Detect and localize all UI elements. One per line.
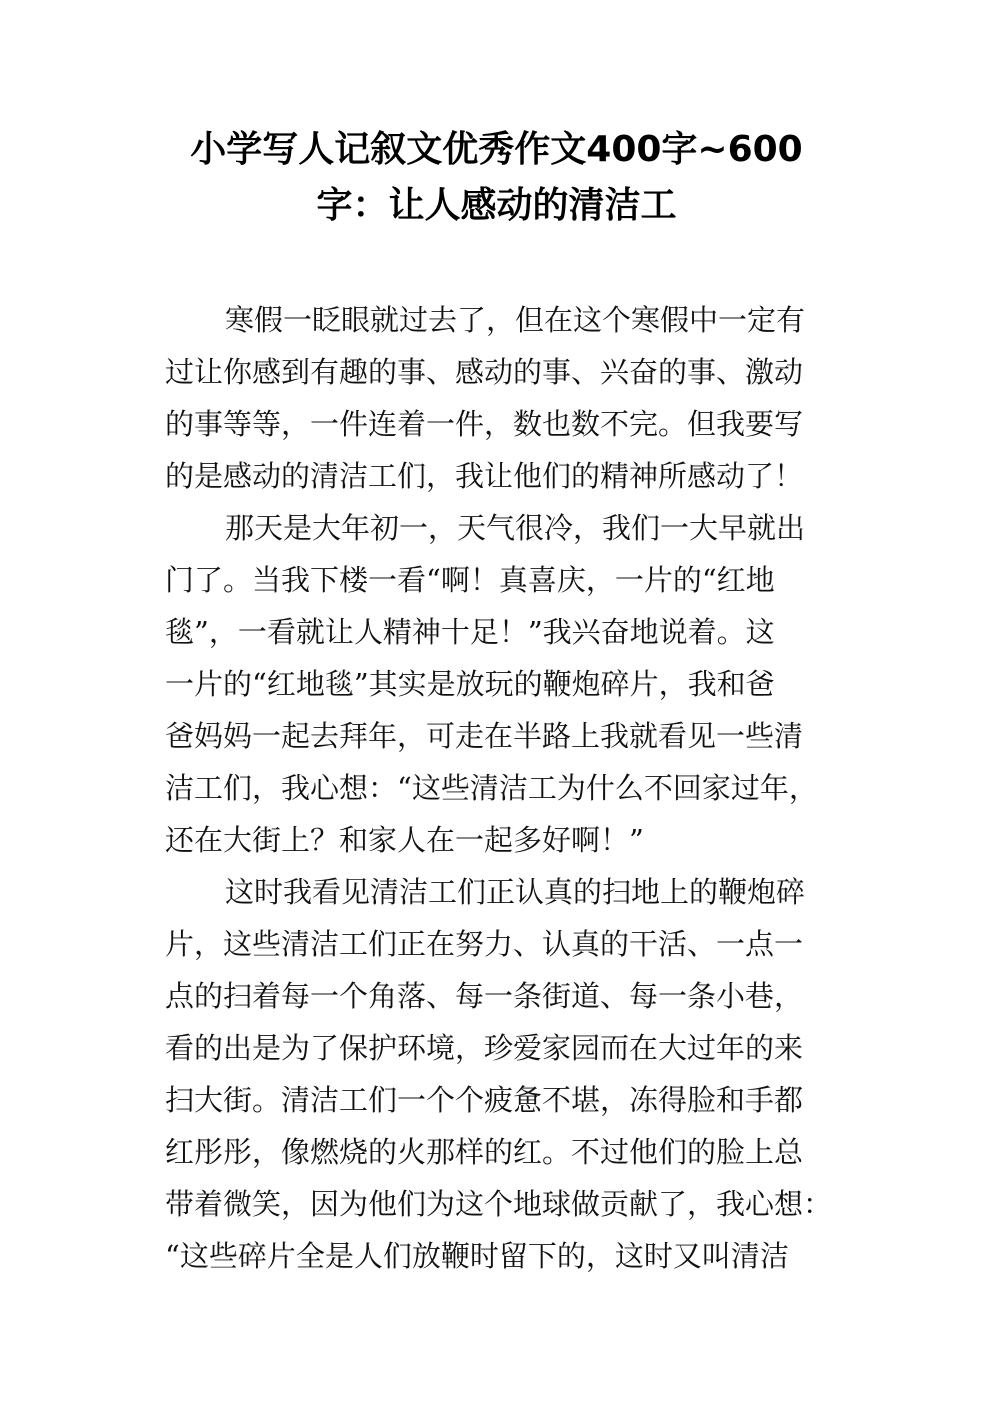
text-line: 红彤彤，像燃烧的火那样的红。不过他们的脸上总 bbox=[165, 1135, 804, 1169]
text-line: 还在大街上？和家人在一起多好啊！” bbox=[165, 823, 644, 857]
document-title bbox=[140, 122, 853, 234]
text-line: 带着微笑，因为他们为这个地球做贡献了，我心想： bbox=[165, 1187, 833, 1221]
text-line: 那天是大年初一，天气很冷，我们一大早就出 bbox=[225, 511, 806, 545]
text-line: 过让你感到有趣的事、感动的事、兴奋的事、激动 bbox=[165, 355, 804, 389]
paragraph-3 bbox=[165, 866, 833, 1282]
text-line: 片，这些清洁工们正在努力、认真的干活、一点一 bbox=[165, 927, 804, 961]
text-line: 毯”，一看就让人精神十足！”我兴奋地说着。这 bbox=[165, 615, 775, 649]
text-line: 洁工们，我心想：“这些清洁工为什么不回家过年， bbox=[165, 771, 818, 805]
text-line: 爸妈妈一起去拜年，可走在半路上我就看见一些清 bbox=[165, 719, 804, 753]
text-line: 寒假一眨眼就过去了，但在这个寒假中一定有 bbox=[225, 303, 806, 337]
text-line: 的事等等，一件连着一件，数也数不完。但我要写 bbox=[165, 407, 804, 441]
title-line: 字：让人感动的清洁工 bbox=[316, 185, 677, 226]
text-line: 的是感动的清洁工们，我让他们的精神所感动了！ bbox=[165, 459, 804, 493]
paragraph-2 bbox=[165, 502, 830, 866]
text-line: 点的扫着每一个角落、每一条街道、每一条小巷， bbox=[165, 979, 804, 1013]
text-line: 看的出是为了保护环境，珍爱家园而在大过年的来 bbox=[165, 1031, 804, 1065]
text-line: 一片的“红地毯”其实是放玩的鞭炮碎片，我和爸 bbox=[165, 667, 775, 701]
text-line: 这时我看见清洁工们正认真的扫地上的鞭炮碎 bbox=[225, 875, 806, 909]
paragraph-1 bbox=[165, 294, 830, 502]
text-line: 门了。当我下楼一看“啊！真喜庆，一片的“红地 bbox=[165, 563, 775, 597]
title-line: 小学写人记叙文优秀作文400字~600 bbox=[190, 129, 803, 170]
document-body bbox=[165, 294, 833, 1282]
text-line: 扫大街。清洁工们一个个疲惫不堪，冻得脸和手都 bbox=[165, 1083, 804, 1117]
text-line: “这些碎片全是人们放鞭时留下的，这时又叫清洁 bbox=[165, 1239, 789, 1273]
